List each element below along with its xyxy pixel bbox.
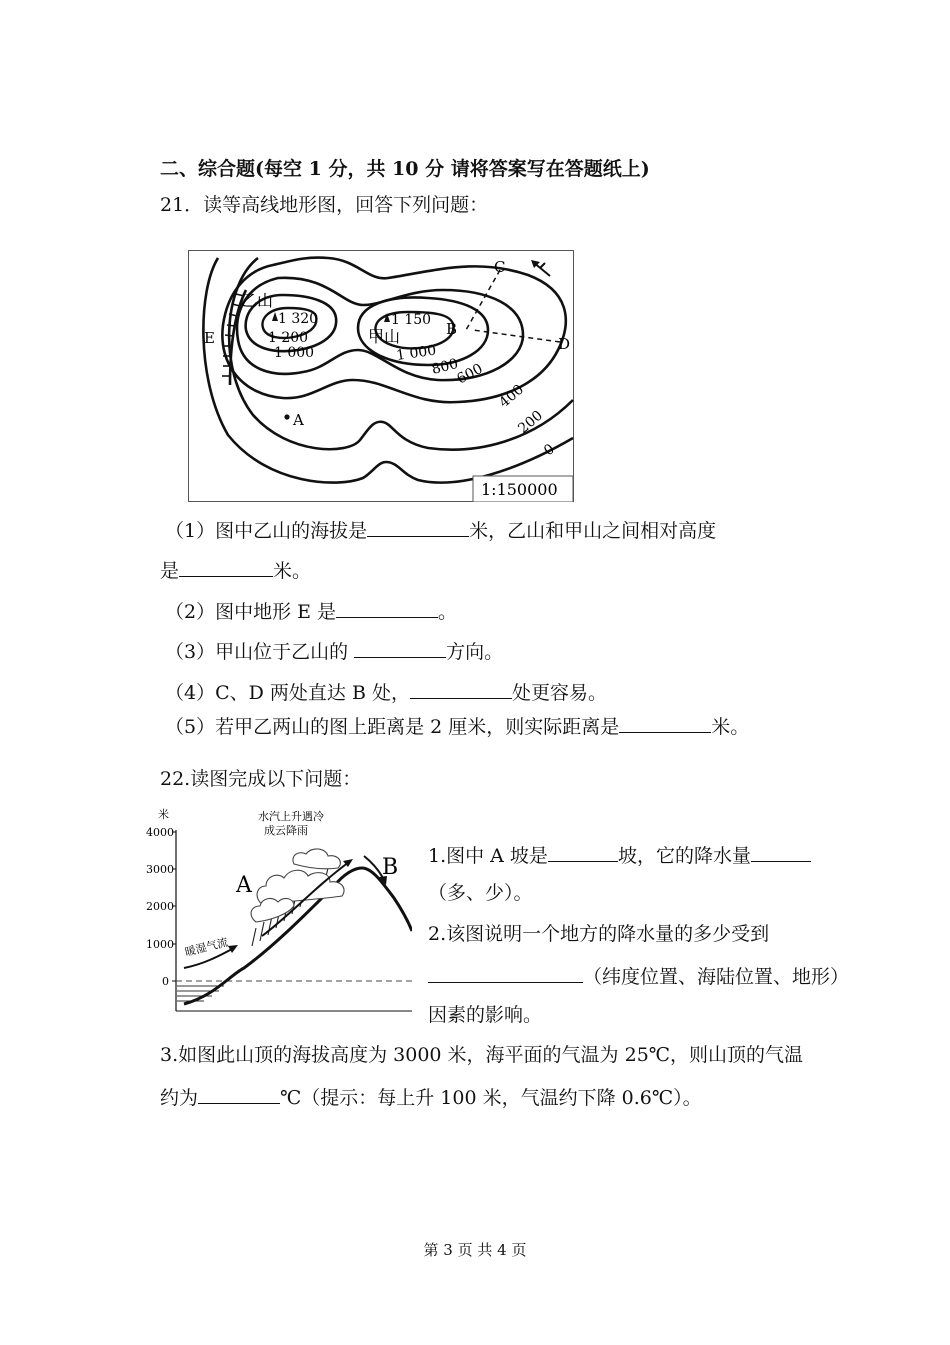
- contour-1200-label: 1 200: [268, 330, 309, 346]
- answer-blank[interactable]: [619, 712, 711, 733]
- answer-blank[interactable]: [179, 556, 273, 577]
- scale-label: 1:150000: [481, 480, 558, 499]
- contour-0-label: 0: [541, 441, 558, 460]
- y-tick-1000: 1000: [146, 938, 174, 951]
- contour-1000-right-label: 1 000: [395, 342, 438, 364]
- contour-1000-left-label: 1 000: [274, 345, 315, 361]
- q21-sub3: （3）甲山位于乙山的 方向。: [165, 637, 503, 665]
- q22-sub2-cont: （纬度位置、海陆位置、地形）: [428, 962, 849, 990]
- point-c-label: C: [494, 258, 506, 276]
- peak-jia-elev: 1 150: [391, 312, 432, 328]
- q21-sub5: （5）若甲乙两山的图上距离是 2 厘米，则实际距离是 米。: [165, 712, 749, 740]
- q21-sub1: （1）图中乙山的海拔是 米，乙山和甲山之间相对高度: [165, 516, 716, 544]
- section-heading: 二、综合题(每空 1 分，共 10 分 请将答案写在答题纸上): [160, 158, 650, 180]
- q21-title: 21．读等高线地形图，回答下列问题：: [160, 194, 489, 216]
- answer-blank[interactable]: [428, 962, 583, 983]
- q22-sub2: 2.该图说明一个地方的降水量的多少受到: [428, 923, 770, 945]
- q21-sub2: （2）图中地形 E 是 。: [165, 597, 457, 625]
- airflow-label: 暖湿气流: [183, 935, 230, 959]
- page-footer: 第 3 页 共 4 页: [423, 1241, 527, 1259]
- answer-blank[interactable]: [354, 637, 446, 658]
- label-a: A: [236, 873, 252, 898]
- point-a-label: A: [293, 411, 304, 429]
- q21-sub4: （4）C、D 两处直达 B 处， 处更容易。: [165, 678, 607, 706]
- answer-blank[interactable]: [367, 516, 469, 537]
- contour-400-label: 400: [496, 381, 528, 412]
- peak-jia-label: 甲山: [368, 327, 401, 346]
- y-tick-0: 0: [162, 975, 169, 988]
- caption-line1: 水汽上升遇冷: [258, 810, 324, 823]
- point-a-dot: [284, 414, 289, 419]
- contour-map: [188, 250, 574, 502]
- contour-800-label: 800: [430, 355, 460, 378]
- point-b-label: B: [446, 320, 458, 338]
- y-tick-3000: 3000: [146, 863, 174, 876]
- y-tick-2000: 2000: [146, 900, 174, 913]
- answer-blank[interactable]: [410, 678, 512, 699]
- caption-line2: 成云降雨: [264, 824, 308, 837]
- answer-blank[interactable]: [751, 841, 811, 862]
- cloud-icon: [251, 849, 344, 922]
- contour-200-label: 200: [515, 407, 547, 438]
- orographic-rain-figure: [144, 806, 412, 1016]
- answer-blank[interactable]: [198, 1083, 280, 1104]
- point-d-label: D: [558, 335, 571, 353]
- label-b: B: [382, 855, 399, 880]
- answer-blank[interactable]: [548, 841, 618, 862]
- peak-yi-elev: 1 320: [278, 311, 319, 327]
- q22-sub2-end: 因素的影响。: [428, 1004, 543, 1026]
- y-unit-label: 米: [158, 808, 169, 821]
- q22-sub3-cont: 约为 ℃（提示：每上升 100 米，气温约下降 0.6℃）。: [160, 1083, 702, 1111]
- q22-sub1: 1.图中 A 坡是 坡，它的降水量: [428, 841, 811, 869]
- q22-title: 22.读图完成以下问题：: [160, 768, 362, 790]
- q21-sub1-cont: 是 米。: [160, 556, 311, 584]
- q22-sub3: 3.如图此山顶的海拔高度为 3000 米，海平面的气温为 25℃，则山顶的气温: [160, 1044, 804, 1066]
- point-e-label: E: [204, 329, 215, 347]
- answer-blank[interactable]: [336, 597, 438, 618]
- peak-yi-label: 乙山: [241, 291, 274, 310]
- q22-sub1-cont: （多、少）。: [428, 882, 533, 904]
- contour-600-label: 600: [454, 360, 486, 388]
- y-tick-4000: 4000: [146, 826, 174, 839]
